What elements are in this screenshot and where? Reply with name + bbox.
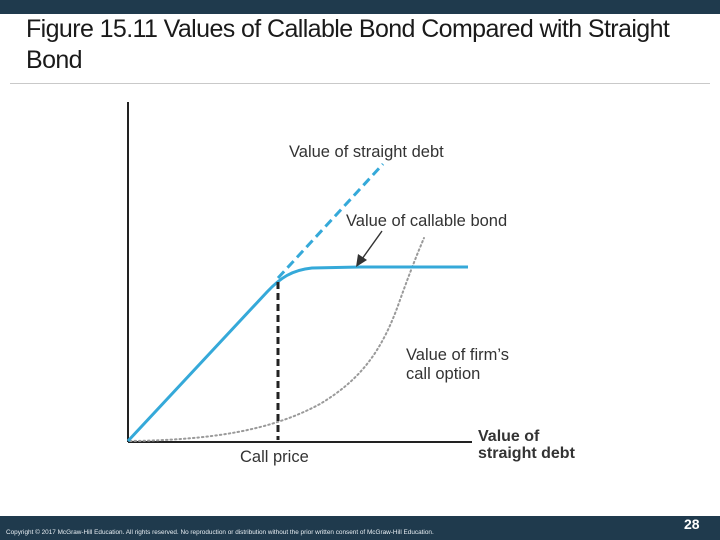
page-number: 28 xyxy=(684,516,700,532)
call-option-label-line2: call option xyxy=(406,365,481,383)
callable-bond-label: Value of callable bond xyxy=(346,212,508,230)
slide-title: Figure 15.11 Values of Callable Bond Compared with Straight Bond xyxy=(26,15,670,74)
copyright-notice: Copyright © 2017 McGraw-Hill Education. All rights reserved. No reproduction or distribution without the prior written consent of McGraw-Hill Education. xyxy=(6,529,434,536)
x-axis-label-line2: straight debt xyxy=(478,445,575,462)
callable-bond-arrow-shaft xyxy=(362,231,382,259)
call-option-label-line1: Value of firm’s xyxy=(406,346,510,364)
footer-bar xyxy=(0,516,720,540)
x-axis-label-line1: Value of xyxy=(478,428,540,445)
straight-debt-label: Value of straight debt xyxy=(289,143,444,161)
callable-bond-arrow-head xyxy=(356,254,367,267)
call-price-label: Call price xyxy=(240,448,309,466)
